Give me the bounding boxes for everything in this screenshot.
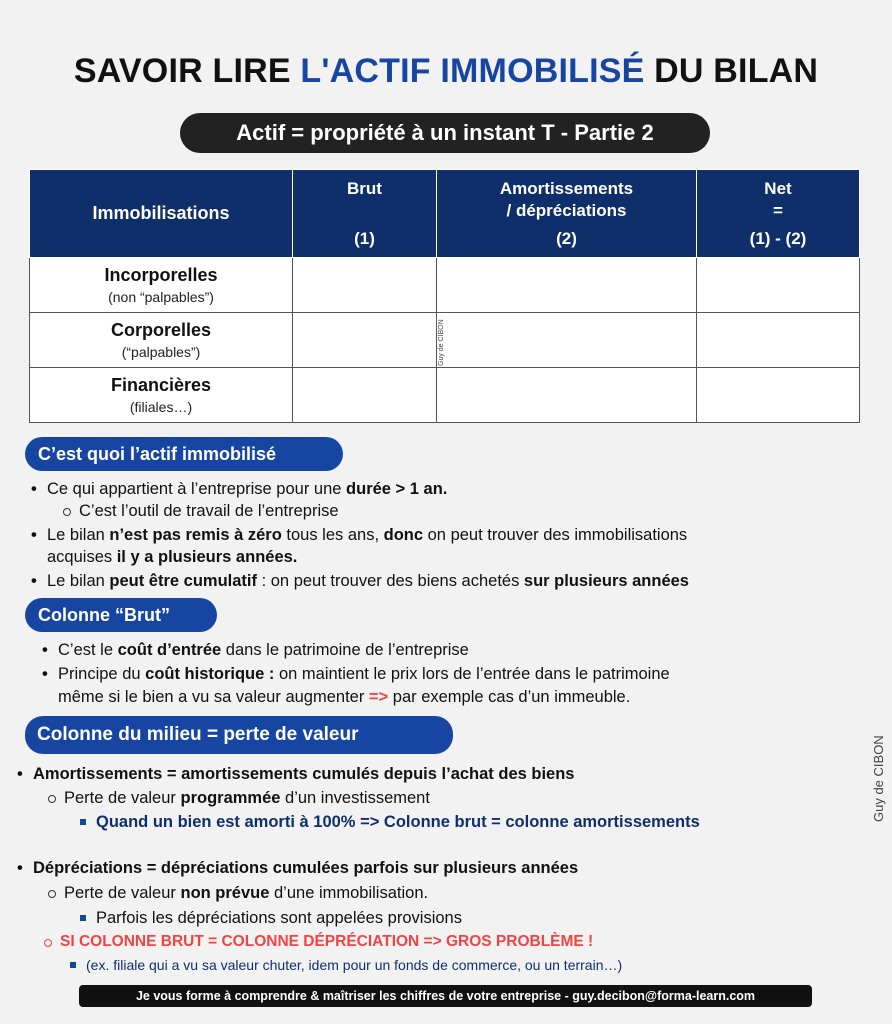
header-net-line2: = [773,201,783,220]
table-row [30,258,860,313]
header-net-index: (1) - (2) [749,229,807,248]
text-bold: Quand un bien est amorti à 100% => Colonne brut = colonne amortissements [96,813,700,831]
list-item [58,639,469,661]
text-bold: durée > 1 an. [346,480,448,498]
text: Ce qui appartient à l’entreprise pour une [47,480,347,498]
header-brut-label: Brut [347,179,382,198]
list-item [33,763,575,785]
table-row [30,368,860,423]
header-net-label [697,178,859,222]
text-bold: programmée [180,789,281,807]
list-item [58,663,670,685]
row-main-label: Corporelles [110,320,212,340]
text: Le bilan [47,526,110,544]
list-item [96,811,700,833]
cell-brut [293,368,437,423]
header-brut [293,170,437,258]
row-corporelles [30,313,293,368]
cell-amortissements [437,258,697,313]
text: d’une immobilisation. [269,884,429,902]
text: par exemple cas d’un immeuble. [388,688,631,706]
text: Principe du [58,665,146,683]
text: : on peut trouver des biens achetés [257,572,524,590]
text: on peut trouver des immobilisations [423,526,688,544]
row-main-label: Financières [110,375,212,395]
text: tous les ans, [281,526,384,544]
list-item: (ex. filiale qui a vu sa valeur chuter, idem pour un fonds de commerce, ou un terrain…) [86,954,622,976]
text: même si le bien a vu sa valeur augmenter [58,688,369,706]
text: dans le patrimoine de l’entreprise [221,641,469,659]
header-amort-index: (2) [556,229,577,248]
text: Perte de valeur [64,884,181,902]
section-heading-actif-immobilise: C’est quoi l’actif immobilisé [25,437,343,471]
text-bold: coût historique : [145,665,275,683]
header-amort-line2: / dépréciations [506,201,627,220]
list-item [47,570,689,592]
cell-net [697,368,860,423]
text-bold: donc [383,526,424,544]
title-part1: SAVOIR LIRE [73,52,301,90]
text: C’est le [58,641,118,659]
header-amort-line1: Amortissements [499,179,634,198]
watermark-side: Guy de CIBON [871,735,886,822]
bilan-table [29,169,860,423]
list-item [64,787,430,809]
cell-amortissements [437,368,697,423]
text-bold: Dépréciations = dépréciations cumulées parfois sur plusieurs années [33,859,579,877]
list-item-continuation [47,546,297,568]
page-title [0,52,892,91]
row-financieres [30,368,293,423]
footer-banner: Je vous forme à comprendre & maîtriser les chiffres de votre entreprise - guy.decibon@forma-learn.com [79,985,812,1007]
table-header-row [30,170,860,258]
list-item-continuation [58,686,630,708]
list-item [47,478,447,500]
watermark-table: Guy de CIBON [438,319,445,366]
text-bold: n’est pas remis à zéro [109,526,282,544]
arrow-symbol: => [368,688,389,706]
text: d’un investissement [280,789,430,807]
text-bold: peut être cumulatif [109,572,257,590]
text-bold: il y a plusieurs années. [116,548,298,566]
cell-brut [293,258,437,313]
row-sub-label: (“palpables”) [121,344,201,360]
warning-text: SI COLONNE BRUT = COLONNE DÉPRÉCIATION => GROS PROBLÈME ! [60,933,594,950]
list-item [33,857,578,879]
section-heading-colonne-milieu: Colonne du milieu = perte de valeur [25,716,453,754]
cell-net [697,258,860,313]
section-heading-colonne-brut: Colonne “Brut” [25,598,217,632]
text-bold: coût d’entrée [117,641,222,659]
header-amort-label [437,178,696,222]
text: Perte de valeur [64,789,181,807]
list-item [47,524,687,546]
text: Le bilan [47,572,110,590]
header-amortissements [437,170,697,258]
header-brut-index: (1) [354,229,375,248]
cell-amortissements [437,313,697,368]
title-part2: DU BILAN [644,52,819,90]
list-item: C’est l’outil de travail de l’entreprise [79,502,339,520]
row-main-label: Incorporelles [104,265,218,285]
list-item: Parfois les dépréciations sont appelées provisions [96,909,462,927]
cell-net [697,313,860,368]
list-item [64,882,428,904]
row-sub-label: (non “palpables”) [108,289,214,305]
text: acquises [47,548,117,566]
text-bold: Amortissements = amortissements cumulés depuis l’achat des biens [33,765,575,783]
text-bold: sur plusieurs années [523,572,689,590]
header-immobilisations: Immobilisations [30,170,293,258]
subtitle-badge: Actif = propriété à un instant T - Partie 2 [180,113,710,153]
text: on maintient le prix lors de l’entrée dans le patrimoine [274,665,670,683]
header-net [697,170,860,258]
row-sub-label: (filiales…) [129,399,193,415]
cell-brut [293,313,437,368]
header-net-line1: Net [764,179,792,198]
title-highlight: L'ACTIF IMMOBILISÉ [300,52,645,90]
text-bold: non prévue [180,884,270,902]
warning-item [60,931,593,953]
row-incorporelles [30,258,293,313]
